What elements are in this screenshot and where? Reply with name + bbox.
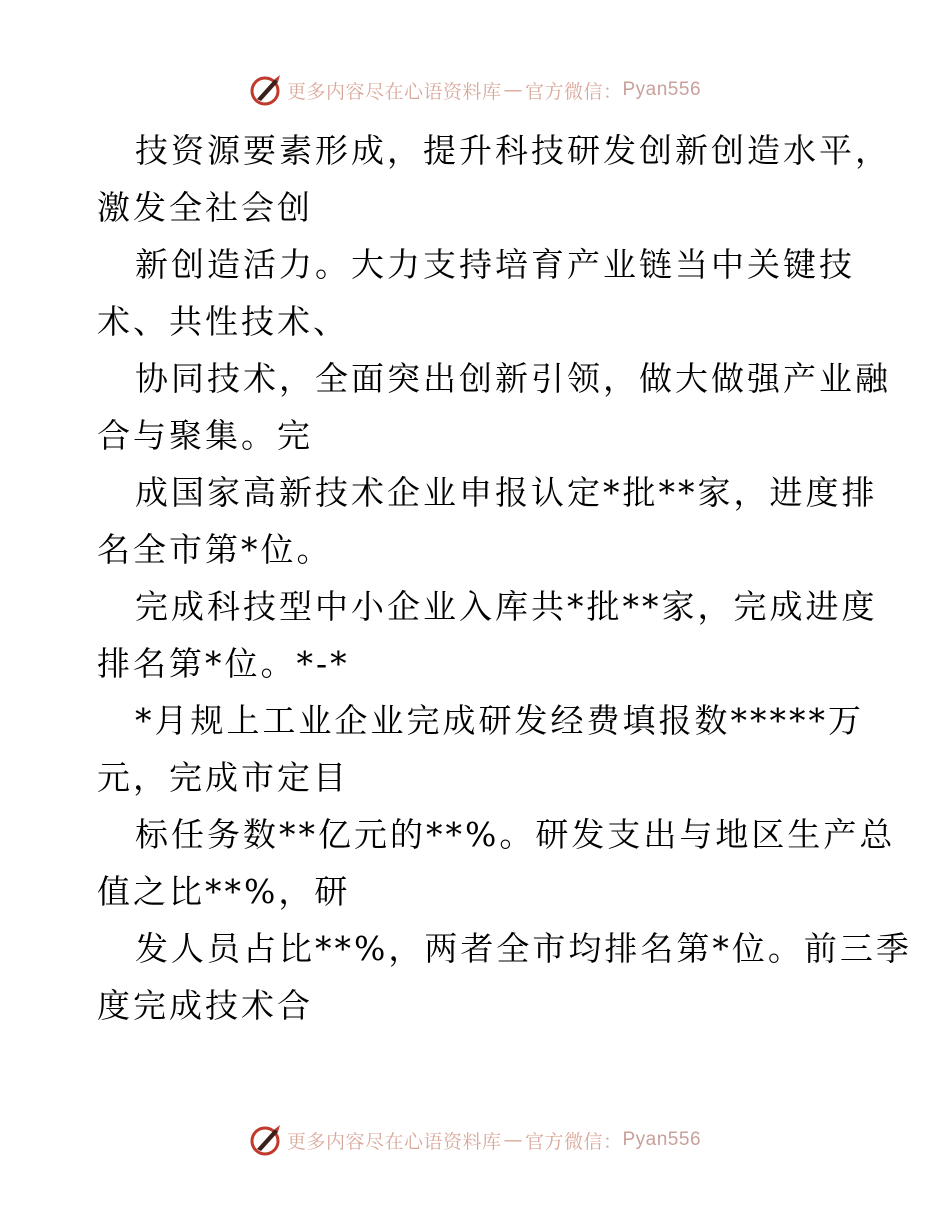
paragraph-line: 术、共性技术、	[97, 302, 349, 341]
paragraph-line: 合与聚集。完	[97, 416, 313, 455]
paragraph-line: 激发全社会创	[97, 188, 313, 227]
paragraph	[97, 920, 912, 1034]
paragraph-line: 技资源要素形成，提升科技研发创新创造水平，	[135, 131, 891, 170]
paragraph	[97, 806, 896, 920]
paragraph-line: 完成科技型中小企业入库共*批**家，完成进度	[135, 587, 878, 626]
footer-watermark	[0, 1120, 950, 1160]
paragraph-line: 发人员占比**%，两者全市均排名第*位。前三季	[135, 929, 912, 968]
paragraph	[97, 236, 857, 350]
watermark-label: 官方微信：	[524, 1130, 623, 1153]
paragraph-line: 协同技术，全面突出创新引领，做大做强产业融	[135, 359, 891, 398]
paragraph	[97, 350, 891, 464]
paragraph	[97, 692, 864, 806]
watermark-brand: 更多内容尽在心语资料库	[286, 1130, 502, 1153]
watermark-separator: —	[503, 1129, 523, 1151]
quill-logo-icon	[249, 1123, 283, 1157]
document-body	[97, 122, 912, 1034]
paragraph-line: 度完成技术合	[97, 986, 313, 1025]
paragraph	[97, 464, 878, 578]
paragraph-line: 新创造活力。大力支持培育产业链当中关键技	[135, 245, 855, 284]
paragraph-line: 元，完成市定目	[97, 758, 349, 797]
header-watermark	[0, 70, 950, 110]
watermark-brand: 更多内容尽在心语资料库	[286, 80, 502, 103]
paragraph	[97, 122, 891, 236]
paragraph	[97, 578, 878, 692]
watermark-label: 官方微信：	[524, 80, 623, 103]
paragraph-line: 标任务数**亿元的**%。研发支出与地区生产总	[135, 815, 896, 854]
paragraph-line: *月规上工业企业完成研发经费填报数*****万	[135, 701, 864, 740]
paragraph-line: 排名第*位。*-*	[97, 644, 350, 683]
paragraph-line: 成国家高新技术企业申报认定*批**家，进度排	[135, 473, 878, 512]
paragraph-line: 值之比**%，研	[97, 872, 351, 911]
quill-logo-icon	[249, 73, 283, 107]
watermark-separator: —	[503, 79, 523, 101]
watermark-wechat-id: Pyan556	[622, 79, 702, 100]
paragraph-line: 名全市第*位。	[97, 530, 333, 569]
watermark-wechat-id: Pyan556	[622, 1129, 702, 1150]
